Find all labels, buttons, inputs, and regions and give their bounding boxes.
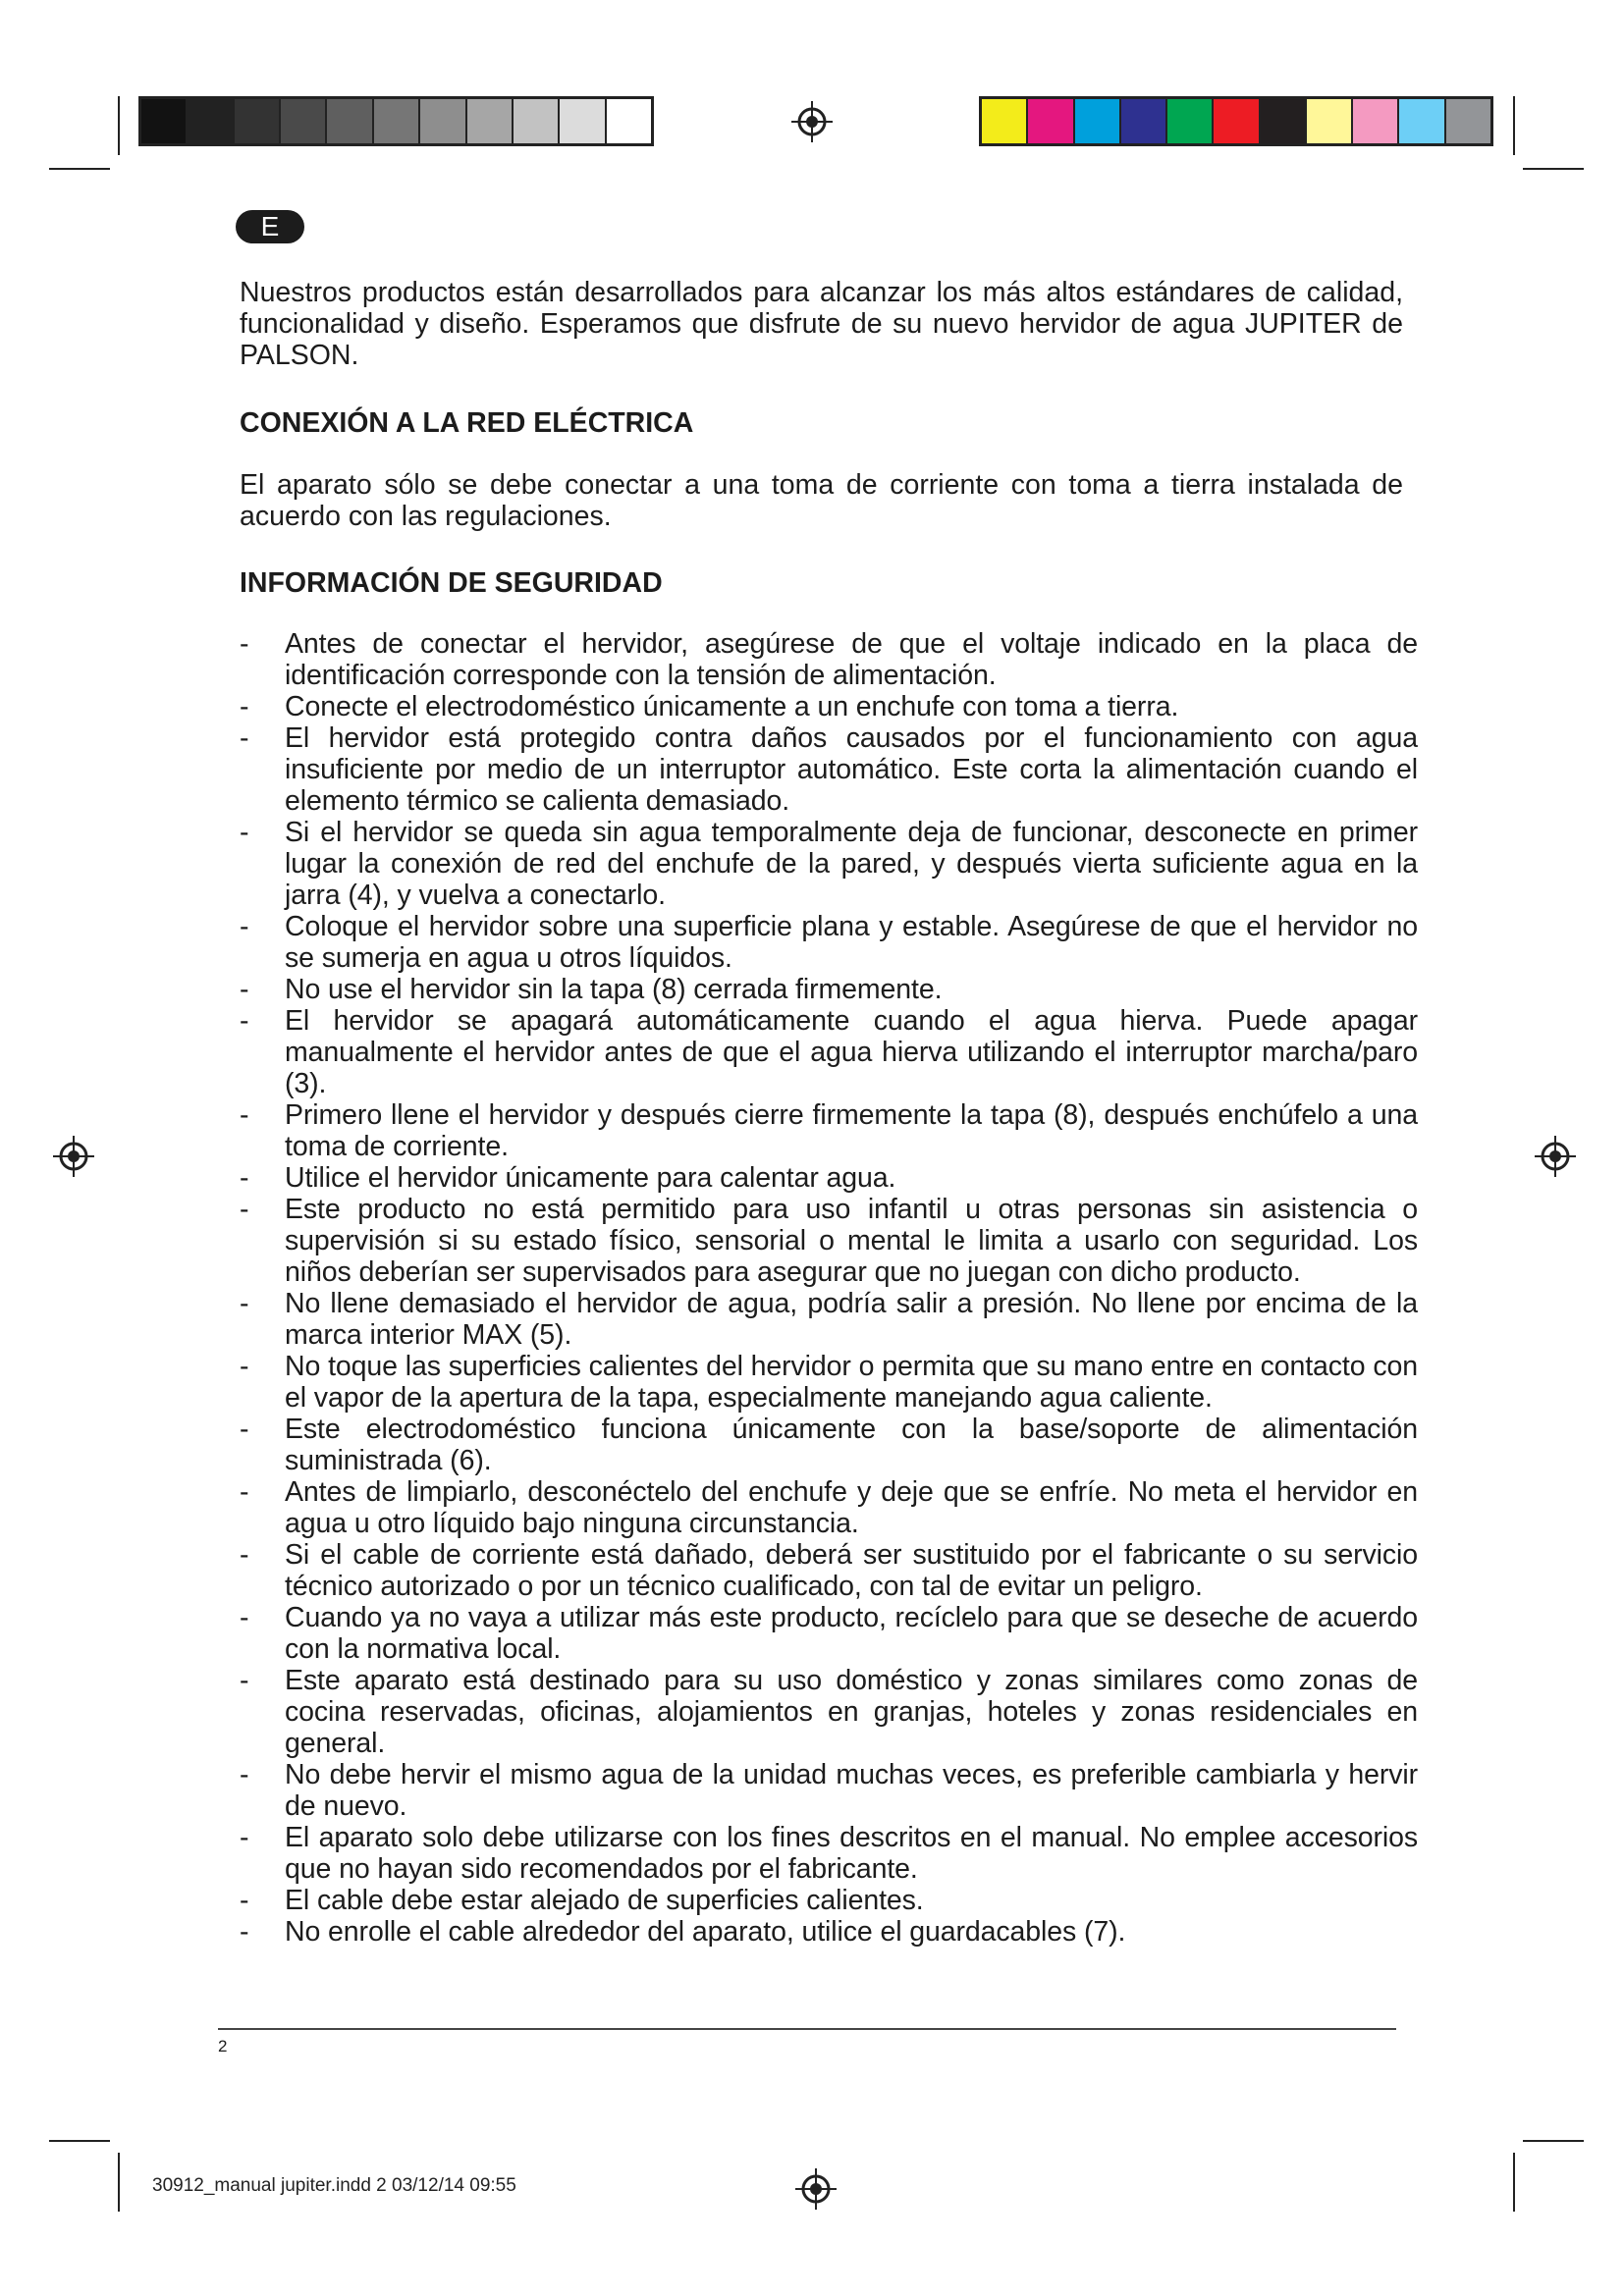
page-number: 2 xyxy=(218,2037,228,2056)
safety-list-item: - Coloque el hervidor sobre una superficie plana y estable. Asegúrese de que el hervidor no se sumerja en agua u otros líquidos. xyxy=(240,911,1418,974)
safety-list-item: - El hervidor se apagará automáticamente cuando el agua hierva. Puede apagar manualmente el hervidor antes de que el agua hierva utilizando el interruptor marcha/paro (3). xyxy=(240,1005,1418,1099)
crop-mark xyxy=(118,96,120,155)
color-calibration-bar xyxy=(979,96,1493,146)
safety-list-item: - No toque las superficies calientes del hervidor o permita que su mano entre en contacto con el vapor de la apertura de la tapa, especialmente manejando agua caliente. xyxy=(240,1351,1418,1414)
safety-list-item: - No llene demasiado el hervidor de agua, podría salir a presión. No llene por encima de la marca interior MAX (5). xyxy=(240,1288,1418,1351)
color-patch xyxy=(1121,99,1167,143)
connection-heading: CONEXIÓN A LA RED ELÉCTRICA xyxy=(240,407,694,439)
gray-patch xyxy=(514,99,560,143)
connection-paragraph: El aparato sólo se debe conectar a una toma de corriente con toma a tierra instalada de acuerdo con las regulaciones. xyxy=(240,469,1403,532)
color-patch xyxy=(1075,99,1121,143)
print-slug: 30912_manual jupiter.indd 2 03/12/14 09:55 xyxy=(152,2175,516,2196)
intro-paragraph: Nuestros productos están desarrollados para alcanzar los más altos estándares de calidad, funcionalidad y diseño. Esperamos que disfrute de su nuevo hervidor de agua JUPITER de PALSON. xyxy=(240,277,1403,371)
grayscale-calibration-bar xyxy=(138,96,654,146)
safety-list-item: - Este producto no está permitido para uso infantil u otras personas sin asistencia o supervisión si su estado físico, sensorial o mental le limita a usarlo con seguridad. Los niños deberían ser supervisados para asegurar que no juegan con dicho producto. xyxy=(240,1194,1418,1288)
safety-list-item: - El aparato solo debe utilizarse con los fines descritos en el manual. No emplee accesorios que no hayan sido recomendados por el fabricante. xyxy=(240,1822,1418,1885)
safety-list-item: - Si el hervidor se queda sin agua temporalmente deja de funcionar, desconecte en primer lugar la conexión de red del enchufe de la pared, y después vierta suficiente agua en la jarra (4), y vuelva a conectarlo. xyxy=(240,817,1418,911)
safety-list-item: - Cuando ya no vaya a utilizar más este producto, recíclelo para que se deseche de acuerdo con la normativa local. xyxy=(240,1602,1418,1665)
safety-list-item: - Utilice el hervidor únicamente para calentar agua. xyxy=(240,1162,1418,1194)
gray-patch xyxy=(235,99,281,143)
safety-list-item: - Primero llene el hervidor y después cierre firmemente la tapa (8), después enchúfelo a una toma de corriente. xyxy=(240,1099,1418,1162)
crop-mark xyxy=(1513,2153,1515,2212)
footer-divider xyxy=(218,2028,1396,2030)
gray-patch xyxy=(327,99,373,143)
gray-patch xyxy=(141,99,188,143)
safety-list-item: - Si el cable de corriente está dañado, deberá ser sustituido por el fabricante o su servicio técnico autorizado o por un técnico cualificado, con tal de evitar un peligro. xyxy=(240,1539,1418,1602)
color-patch xyxy=(1261,99,1307,143)
gray-patch xyxy=(560,99,606,143)
color-patch xyxy=(1353,99,1399,143)
safety-list-item: - Conecte el electrodoméstico únicamente a un enchufe con toma a tierra. xyxy=(240,691,1418,722)
gray-patch xyxy=(607,99,651,143)
gray-patch xyxy=(420,99,466,143)
safety-list-item: - No debe hervir el mismo agua de la unidad muchas veces, es preferible cambiarla y hervir de nuevo. xyxy=(240,1759,1418,1822)
gray-patch xyxy=(188,99,234,143)
registration-target-icon xyxy=(795,2168,837,2210)
color-patch xyxy=(1307,99,1353,143)
language-badge: E xyxy=(236,210,304,243)
crop-mark xyxy=(49,168,110,170)
color-patch xyxy=(1446,99,1490,143)
registration-target-icon xyxy=(53,1136,94,1177)
registration-target-icon xyxy=(791,101,833,142)
crop-mark xyxy=(118,2153,120,2212)
color-patch xyxy=(1214,99,1260,143)
safety-list-item: - Antes de conectar el hervidor, asegúrese de que el voltaje indicado en la placa de identificación corresponde con la tensión de alimentación. xyxy=(240,628,1418,691)
safety-list-item: - Este electrodoméstico funciona únicamente con la base/soporte de alimentación suministrada (6). xyxy=(240,1414,1418,1476)
safety-list-item: - Este aparato está destinado para su uso doméstico y zonas similares como zonas de cocina reservadas, oficinas, alojamientos en granjas, hoteles y zonas residenciales en general. xyxy=(240,1665,1418,1759)
safety-heading: INFORMACIÓN DE SEGURIDAD xyxy=(240,567,663,599)
crop-mark xyxy=(1523,168,1584,170)
safety-list-item: - Antes de limpiarlo, desconéctelo del enchufe y deje que se enfríe. No meta el hervidor en agua u otro líquido bajo ninguna circunstancia. xyxy=(240,1476,1418,1539)
safety-list-item: - No enrolle el cable alrededor del aparato, utilice el guardacables (7). xyxy=(240,1916,1418,1948)
crop-mark xyxy=(49,2140,110,2142)
safety-list xyxy=(240,628,1418,1948)
gray-patch xyxy=(281,99,327,143)
color-patch xyxy=(1167,99,1214,143)
crop-mark xyxy=(1513,96,1515,155)
color-patch xyxy=(982,99,1028,143)
gray-patch xyxy=(374,99,420,143)
color-patch xyxy=(1399,99,1445,143)
registration-target-icon xyxy=(1535,1136,1576,1177)
safety-list-item: - No use el hervidor sin la tapa (8) cerrada firmemente. xyxy=(240,974,1418,1005)
color-patch xyxy=(1028,99,1074,143)
crop-mark xyxy=(1523,2140,1584,2142)
safety-list-item: - El cable debe estar alejado de superficies calientes. xyxy=(240,1885,1418,1916)
safety-list-item: - El hervidor está protegido contra daños causados por el funcionamiento con agua insuficiente por medio de un interruptor automático. Este corta la alimentación cuando el elemento térmico se calienta demasiado. xyxy=(240,722,1418,817)
gray-patch xyxy=(467,99,514,143)
